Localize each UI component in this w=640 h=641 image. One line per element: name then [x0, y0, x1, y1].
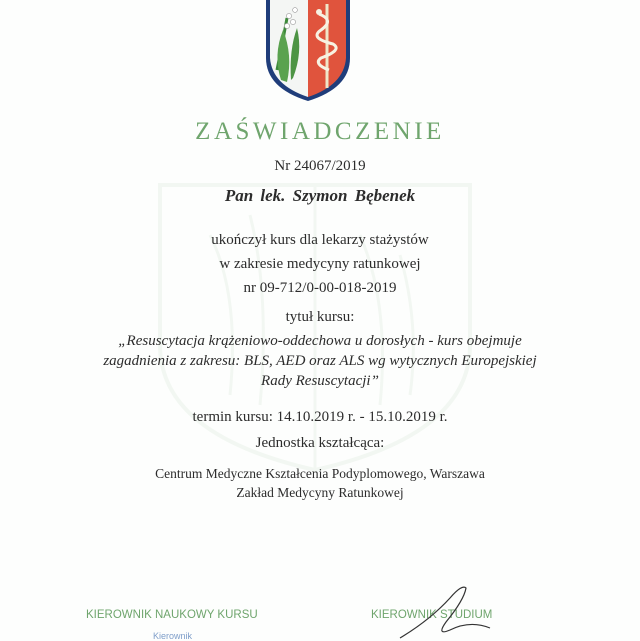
course-title-line: Rady Resuscytacji”: [261, 373, 379, 389]
unit-label: Jednostka kształcąca:: [255, 435, 385, 451]
course-dates: termin kursu: 14.10.2019 r. - 15.10.2019 r.: [192, 409, 448, 425]
completion-scope: w zakresie medycyny ratunkowej: [219, 256, 421, 272]
institution-name: Centrum Medyczne Kształcenia Podyplomowego, Warszawa: [155, 466, 485, 481]
crest-icon: [263, 0, 353, 102]
stamp-text: Kierownik: [153, 631, 193, 641]
recipient-name: Pan lek. Szymon Bębenek: [224, 186, 416, 205]
course-title-line: zagadnienia z zakresu: BLS, AED oraz ALS wg wytycznych Europejskiej: [103, 353, 537, 369]
course-code: nr 09-712/0-00-018-2019: [243, 280, 397, 296]
scientific-director-label: KIEROWNIK NAUKOWY KURSU: [86, 609, 258, 621]
institution-department: Zakład Medycyny Ratunkowej: [236, 485, 404, 500]
course-label: tytuł kursu:: [285, 309, 355, 325]
certificate-title: ZAŚWIADCZENIE: [195, 118, 445, 145]
course-title: [0, 331, 640, 391]
completion-statement: ukończył kurs dla lekarzy stażystów: [211, 232, 429, 248]
handwritten-signature: [390, 580, 500, 640]
certificate-number: Nr 24067/2019: [274, 158, 366, 174]
course-title-line: „Resuscytacja krążeniowo-oddechowa u dorosłych - kurs obejmuje: [118, 333, 522, 349]
study-director-label: KIEROWNIK STUDIUM: [371, 609, 493, 621]
